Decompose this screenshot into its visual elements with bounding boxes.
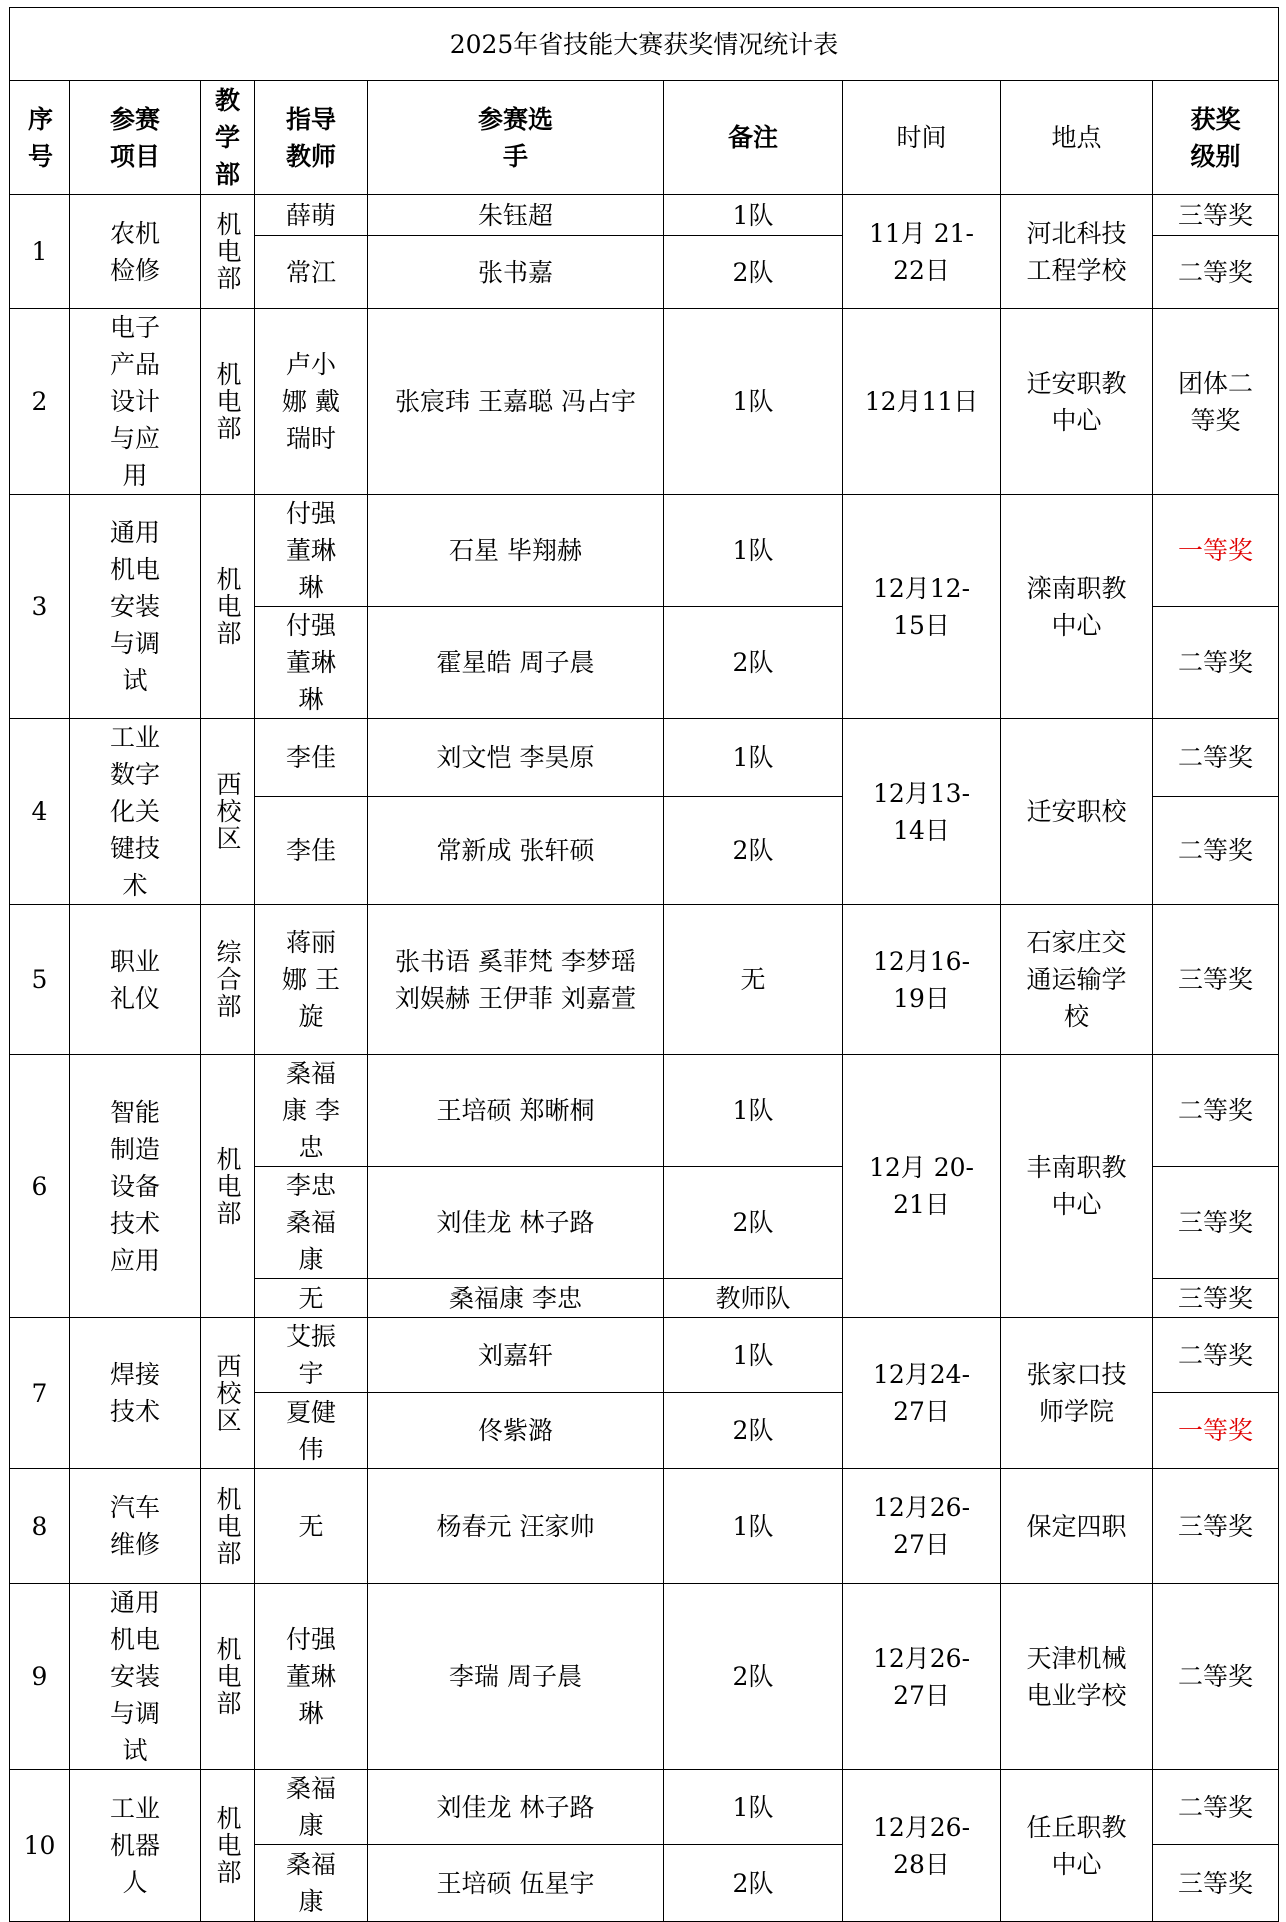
time-cell: 12月13-14日 — [843, 719, 1001, 905]
note-cell: 2队 — [664, 607, 843, 719]
players-line: 常新成 张轩硕 — [436, 836, 595, 866]
seq-cell: 7 — [10, 1318, 70, 1469]
note-cell: 教师队 — [664, 1279, 843, 1318]
teacher-cell: 无 — [255, 1469, 368, 1584]
header-seq: 序号 — [10, 81, 70, 195]
time-cell: 12月 20-21日 — [843, 1055, 1001, 1318]
players-line: 王培硕 伍星宇 — [436, 1868, 595, 1898]
teacher-cell: 付强 董琳琳 — [255, 495, 368, 607]
project-cell: 工业数字化关键技术 — [70, 719, 201, 905]
note-cell: 1队 — [664, 495, 843, 607]
dept-cell — [201, 195, 255, 309]
place-cell: 石家庄交通运输学校 — [1001, 905, 1153, 1055]
table-row — [10, 195, 1279, 236]
award-cell: 三等奖 — [1153, 1279, 1279, 1318]
dept-text: 西校区 — [213, 771, 242, 852]
place-cell: 张家口技师学院 — [1001, 1318, 1153, 1469]
dept-text: 机电部 — [213, 1805, 242, 1886]
dept-cell — [201, 719, 255, 905]
players-cell — [368, 309, 664, 495]
players-line: 石星 毕翔赫 — [449, 536, 582, 565]
header-award: 获奖级别 — [1153, 81, 1279, 195]
place-cell: 天津机械电业学校 — [1001, 1584, 1153, 1770]
award-cell: 团体二等奖 — [1153, 309, 1279, 495]
players-cell — [368, 1584, 664, 1770]
project-cell: 智能制造设备技术应用 — [70, 1055, 201, 1318]
players-line: 张宸玮 王嘉聪 冯占宇 — [395, 387, 636, 416]
header-project: 参赛项目 — [70, 81, 201, 195]
header-place: 地点 — [1001, 81, 1153, 195]
award-cell: 三等奖 — [1153, 1167, 1279, 1279]
table-row — [10, 309, 1279, 495]
players-line: 刘嘉轩 — [477, 1340, 553, 1370]
award-cell: 二等奖 — [1153, 236, 1279, 309]
players-cell — [368, 1845, 664, 1922]
seq-cell: 8 — [10, 1469, 70, 1584]
players-cell — [368, 236, 664, 309]
project-cell: 工业机器人 — [70, 1770, 201, 1922]
table-row — [10, 1584, 1279, 1770]
dept-cell — [201, 905, 255, 1055]
dept-text: 机电部 — [213, 1485, 242, 1567]
dept-cell — [201, 495, 255, 719]
place-cell: 滦南职教中心 — [1001, 495, 1153, 719]
note-cell: 1队 — [664, 1469, 843, 1584]
players-line: 刘佳龙 林子路 — [436, 1792, 595, 1822]
time-cell: 12月16-19日 — [843, 905, 1001, 1055]
header-teacher: 指导教师 — [255, 81, 368, 195]
place-cell: 任丘职教中心 — [1001, 1770, 1153, 1922]
dept-cell — [201, 1055, 255, 1318]
note-cell: 1队 — [664, 719, 843, 797]
project-cell: 电子产品设计与应用 — [70, 309, 201, 495]
players-cell — [368, 495, 664, 607]
players-cell — [368, 905, 664, 1055]
table-row — [10, 905, 1279, 1055]
note-cell: 2队 — [664, 1167, 843, 1279]
dept-cell — [201, 1584, 255, 1770]
award-cell: 一等奖 — [1153, 495, 1279, 607]
table-row — [10, 1055, 1279, 1167]
dept-cell — [201, 1318, 255, 1469]
teacher-cell: 夏健伟 — [255, 1393, 368, 1469]
table-row — [10, 1318, 1279, 1393]
players-cell — [368, 719, 664, 797]
teacher-cell: 李佳 — [255, 797, 368, 905]
seq-cell: 4 — [10, 719, 70, 905]
project-cell: 通用机电安装与调试 — [70, 1584, 201, 1770]
teacher-cell: 桑福康 — [255, 1845, 368, 1922]
project-cell: 职业礼仪 — [70, 905, 201, 1055]
teacher-cell: 付强 董琳琳 — [255, 607, 368, 719]
players-cell — [368, 195, 664, 236]
players-cell — [368, 1279, 664, 1318]
header-players: 参赛选手 — [368, 81, 664, 195]
players-cell — [368, 1770, 664, 1845]
players-cell — [368, 607, 664, 719]
dept-text: 西校区 — [213, 1352, 242, 1434]
teacher-cell: 常江 — [255, 236, 368, 309]
award-cell: 三等奖 — [1153, 905, 1279, 1055]
award-cell: 二等奖 — [1153, 797, 1279, 905]
teacher-cell: 付强 董琳琳 — [255, 1584, 368, 1770]
dept-text: 综合部 — [213, 939, 242, 1020]
dept-cell — [201, 1770, 255, 1922]
players-line: 张书嘉 — [477, 257, 553, 287]
dept-text: 机电部 — [213, 1636, 242, 1717]
table-row — [10, 1469, 1279, 1584]
note-cell: 2队 — [664, 236, 843, 309]
seq-cell: 5 — [10, 905, 70, 1055]
table-row — [10, 719, 1279, 797]
dept-cell — [201, 1469, 255, 1584]
note-cell: 1队 — [664, 1055, 843, 1167]
award-cell: 二等奖 — [1153, 607, 1279, 719]
award-cell: 二等奖 — [1153, 719, 1279, 797]
time-cell: 12月26-27日 — [843, 1584, 1001, 1770]
players-line: 张书语 奚菲梵 李梦瑶 — [395, 946, 636, 976]
seq-cell: 9 — [10, 1584, 70, 1770]
players-line: 桑福康 李忠 — [449, 1283, 582, 1313]
award-cell: 二等奖 — [1153, 1055, 1279, 1167]
teacher-cell: 艾振宇 — [255, 1318, 368, 1393]
dept-text: 机电部 — [213, 361, 242, 442]
note-cell: 1队 — [664, 195, 843, 236]
award-cell: 二等奖 — [1153, 1770, 1279, 1845]
note-cell: 2队 — [664, 1393, 843, 1469]
players-cell — [368, 1469, 664, 1584]
project-cell: 通用机电安装与调试 — [70, 495, 201, 719]
dept-text: 机电部 — [213, 211, 242, 292]
award-cell: 二等奖 — [1153, 1584, 1279, 1770]
table-title: 2025年省技能大赛获奖情况统计表 — [10, 8, 1279, 81]
players-line: 李瑞 周子晨 — [449, 1662, 582, 1691]
players-line: 佟紫潞 — [477, 1416, 553, 1445]
teacher-cell: 桑福康 — [255, 1770, 368, 1845]
place-cell: 迁安职教中心 — [1001, 309, 1153, 495]
players-line: 王培硕 郑晰桐 — [436, 1096, 595, 1125]
players-cell — [368, 1055, 664, 1167]
place-cell: 丰南职教中心 — [1001, 1055, 1153, 1318]
players-cell — [368, 797, 664, 905]
award-cell: 三等奖 — [1153, 1845, 1279, 1922]
note-cell: 1队 — [664, 309, 843, 495]
time-cell: 12月11日 — [843, 309, 1001, 495]
note-cell: 2队 — [664, 797, 843, 905]
players-line: 杨春元 汪家帅 — [436, 1511, 595, 1541]
award-statistics-table — [9, 7, 1279, 1922]
teacher-cell: 李佳 — [255, 719, 368, 797]
seq-cell: 6 — [10, 1055, 70, 1318]
players-cell — [368, 1318, 664, 1393]
seq-cell: 2 — [10, 309, 70, 495]
players-line: 朱钰超 — [477, 200, 553, 230]
award-cell: 三等奖 — [1153, 195, 1279, 236]
place-cell: 迁安职校 — [1001, 719, 1153, 905]
players-line: 刘佳龙 林子路 — [436, 1208, 595, 1237]
seq-cell: 10 — [10, 1770, 70, 1922]
project-cell: 汽车维修 — [70, 1469, 201, 1584]
time-cell: 12月24-27日 — [843, 1318, 1001, 1469]
header-time: 时间 — [843, 81, 1001, 195]
place-cell: 河北科技工程学校 — [1001, 195, 1153, 309]
table-row — [10, 1770, 1279, 1845]
dept-text: 机电部 — [213, 566, 242, 647]
header-dept: 教学部 — [201, 81, 255, 195]
dept-text: 机电部 — [213, 1145, 242, 1227]
project-cell: 农机检修 — [70, 195, 201, 309]
note-cell: 1队 — [664, 1318, 843, 1393]
time-cell: 11月 21-22日 — [843, 195, 1001, 309]
table-row — [10, 495, 1279, 607]
award-cell: 三等奖 — [1153, 1469, 1279, 1584]
players-line: 刘文恺 李昊原 — [436, 743, 595, 773]
teacher-cell: 桑福康 李忠 — [255, 1055, 368, 1167]
teacher-cell: 李忠 桑福康 — [255, 1167, 368, 1279]
time-cell: 12月26-28日 — [843, 1770, 1001, 1922]
award-cell: 一等奖 — [1153, 1393, 1279, 1469]
note-cell: 2队 — [664, 1845, 843, 1922]
players-line: 霍星皓 周子晨 — [436, 648, 595, 677]
award-cell: 二等奖 — [1153, 1318, 1279, 1393]
time-cell: 12月26-27日 — [843, 1469, 1001, 1584]
project-cell: 焊接技术 — [70, 1318, 201, 1469]
dept-cell — [201, 309, 255, 495]
seq-cell: 1 — [10, 195, 70, 309]
note-cell: 1队 — [664, 1770, 843, 1845]
players-cell — [368, 1393, 664, 1469]
time-cell: 12月12-15日 — [843, 495, 1001, 719]
players-line: 刘娱赫 王伊菲 刘嘉萱 — [395, 983, 636, 1013]
note-cell: 无 — [664, 905, 843, 1055]
players-cell — [368, 1167, 664, 1279]
teacher-cell: 薛萌 — [255, 195, 368, 236]
note-cell: 2队 — [664, 1584, 843, 1770]
teacher-cell: 卢小娜 戴瑞时 — [255, 309, 368, 495]
place-cell: 保定四职 — [1001, 1469, 1153, 1584]
teacher-cell: 无 — [255, 1279, 368, 1318]
header-row — [10, 81, 1279, 195]
header-note: 备注 — [664, 81, 843, 195]
seq-cell: 3 — [10, 495, 70, 719]
teacher-cell: 蒋丽娜 王旋 — [255, 905, 368, 1055]
